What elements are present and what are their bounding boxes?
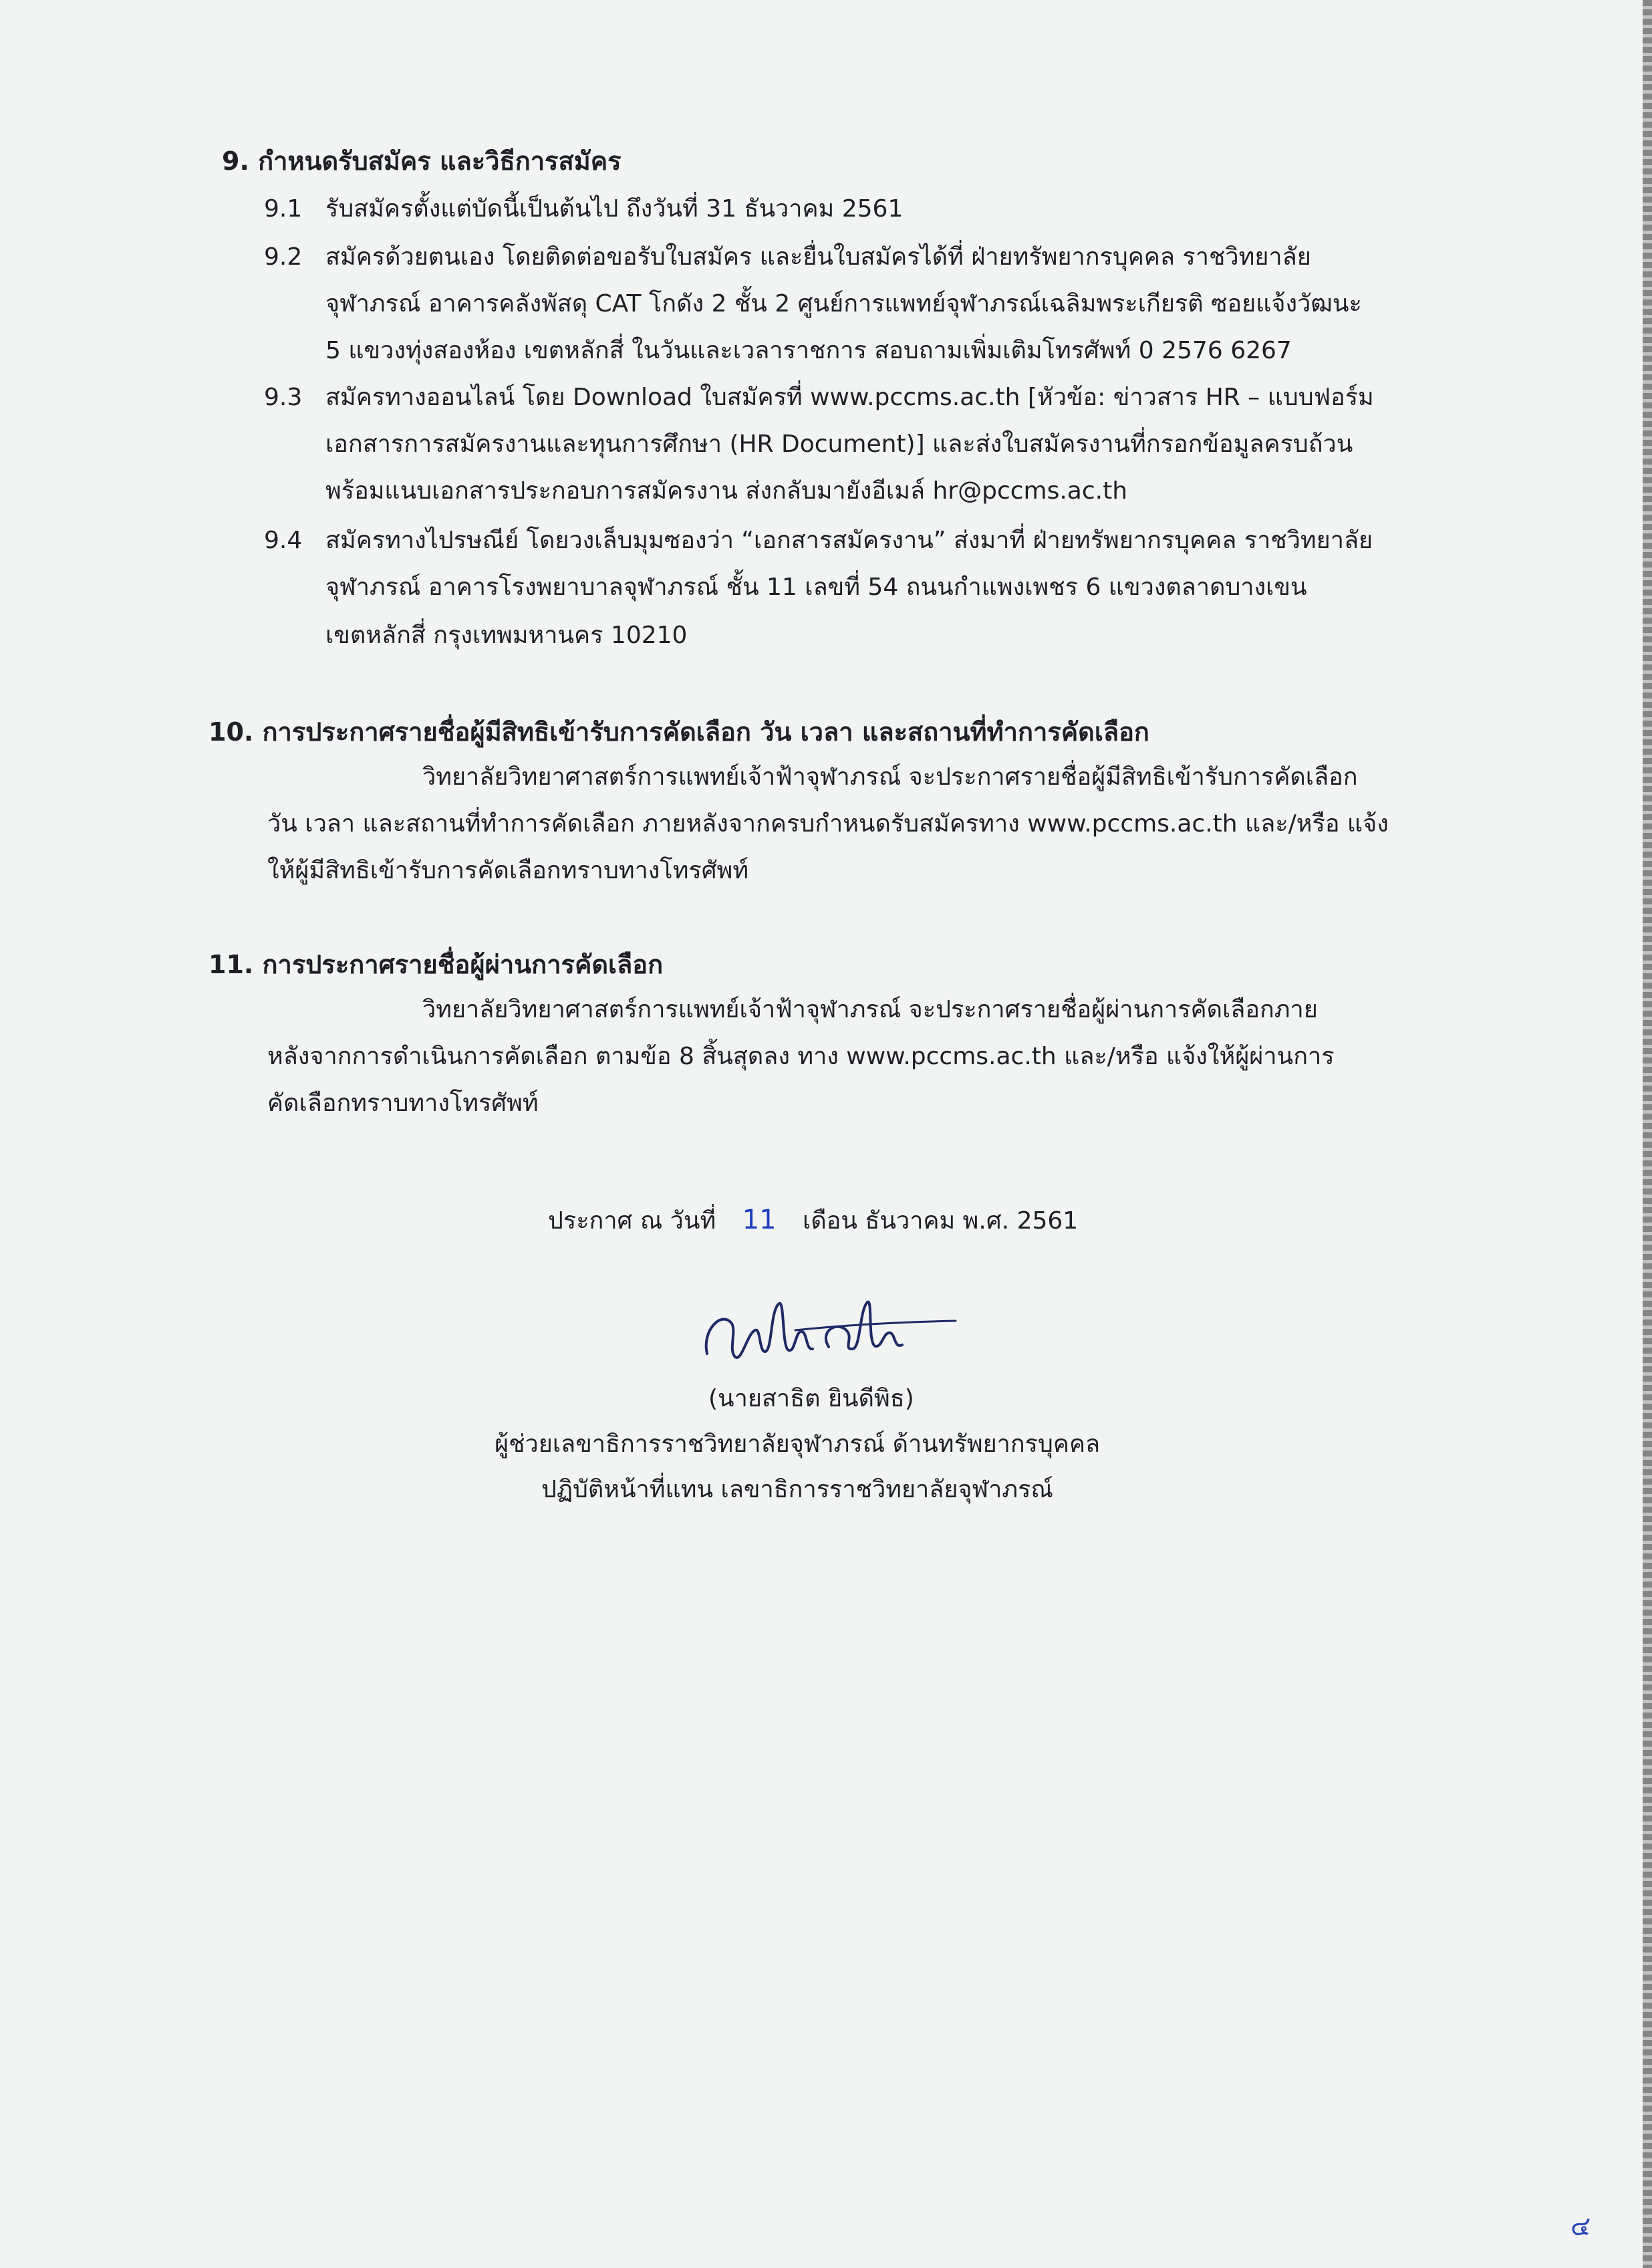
item-9-4-line-2: จุฬาภรณ์ อาคารโรงพยาบาลจุฬาภรณ์ ชั้น 11 เลขที่ 54 ถนนกำแพงเพชร 6 แขวงตลาดบางเขน <box>325 574 1307 601</box>
signature-image <box>695 1283 962 1384</box>
announcement-prefix: ประกาศ ณ วันที่ <box>548 1207 716 1235</box>
announcement-date <box>548 1205 1078 1237</box>
item-9-4-line-1: สมัครทางไปรษณีย์ โดยวงเล็บมุมซองว่า “เอกสารสมัครงาน” ส่งมาที่ ฝ่ายทรัพยากรบุคคล ราชวิทยาลัย <box>325 527 1373 554</box>
section-10-line-2: วัน เวลา และสถานที่ทำการคัดเลือก ภายหลังจากครบกำหนดรับสมัครทาง www.pccms.ac.th และ/หรือ แจ้ง <box>267 810 1389 838</box>
page-number-mark: ๔ <box>1570 2211 1591 2242</box>
section-9-heading: 9. กำหนดรับสมัคร และวิธีการสมัคร <box>222 146 622 176</box>
section-11-line-1: วิทยาลัยวิทยาศาสตร์การแพทย์เจ้าฟ้าจุฬาภรณ์ จะประกาศรายชื่อผู้ผ่านการคัดเลือกภาย <box>422 996 1318 1023</box>
section-10-line-3: ให้ผู้มีสิทธิเข้ารับการคัดเลือกทราบทางโทรศัพท์ <box>267 857 749 884</box>
item-9-4-line-3: เขตหลักสี่ กรุงเทพมหานคร 10210 <box>325 622 688 649</box>
section-11-line-3: คัดเลือกทราบทางโทรศัพท์ <box>267 1090 539 1117</box>
announcement-day: 11 <box>742 1205 777 1235</box>
item-9-3-line-3: พร้อมแนบเอกสารประกอบการสมัครงาน ส่งกลับมายังอีเมล์ hr@pccms.ac.th <box>325 477 1128 505</box>
item-9-2-line-1: สมัครด้วยตนเอง โดยติดต่อขอรับใบสมัคร และยื่นใบสมัครได้ที่ ฝ่ายทรัพยากรบุคคล ราชวิทยาลัย <box>325 243 1311 271</box>
signer-title-2: ปฏิบัติหน้าที่แทน เลขาธิการราชวิทยาลัยจุฬาภรณ์ <box>541 1476 1053 1503</box>
item-9-1-number: 9.1 <box>264 195 303 223</box>
section-11-heading: 11. การประกาศรายชื่อผู้ผ่านการคัดเลือก <box>209 950 664 979</box>
announcement-suffix: เดือน ธันวาคม พ.ศ. 2561 <box>803 1207 1079 1235</box>
scan-edge <box>1643 0 1652 2268</box>
item-9-3-number: 9.3 <box>264 384 303 411</box>
item-9-2-number: 9.2 <box>264 243 303 271</box>
item-9-3-line-2: เอกสารการสมัครงานและทุนการศึกษา (HR Document)] และส่งใบสมัครงานที่กรอกข้อมูลครบถ้วน <box>325 430 1353 458</box>
section-10-line-1: วิทยาลัยวิทยาศาสตร์การแพทย์เจ้าฟ้าจุฬาภรณ์ จะประกาศรายชื่อผู้มีสิทธิเข้ารับการคัดเลือก <box>422 763 1358 791</box>
signer-name: (นายสาธิต ยินดีพิธ) <box>708 1385 914 1412</box>
item-9-3-line-1: สมัครทางออนไลน์ โดย Download ใบสมัครที่ www.pccms.ac.th [หัวข้อ: ข่าวสาร HR – แบบฟอร์ม <box>325 384 1374 411</box>
item-9-2-line-2: จุฬาภรณ์ อาคารคลังพัสดุ CAT โกดัง 2 ชั้น 2 ศูนย์การแพทย์จุฬาภรณ์เฉลิมพระเกียรติ ซอยแจ้งวัฒนะ <box>325 290 1362 318</box>
signer-title-1: ผู้ช่วยเลขาธิการราชวิทยาลัยจุฬาภรณ์ ด้านทรัพยากรบุคคล <box>495 1430 1101 1458</box>
item-9-1-line-1: รับสมัครตั้งแต่บัดนี้เป็นต้นไป ถึงวันที่ 31 ธันวาคม 2561 <box>325 195 904 223</box>
item-9-2-line-3: 5 แขวงทุ่งสองห้อง เขตหลักสี่ ในวันและเวลาราชการ สอบถามเพิ่มเติมโทรศัพท์ 0 2576 6267 <box>325 337 1292 364</box>
section-10-heading: 10. การประกาศรายชื่อผู้มีสิทธิเข้ารับการคัดเลือก วัน เวลา และสถานที่ทำการคัดเลือก <box>209 717 1149 747</box>
item-9-4-number: 9.4 <box>264 527 303 554</box>
section-11-line-2: หลังจากการดำเนินการคัดเลือก ตามข้อ 8 สิ้นสุดลง ทาง www.pccms.ac.th และ/หรือ แจ้งให้ผู้ผ่านการ <box>267 1043 1335 1070</box>
